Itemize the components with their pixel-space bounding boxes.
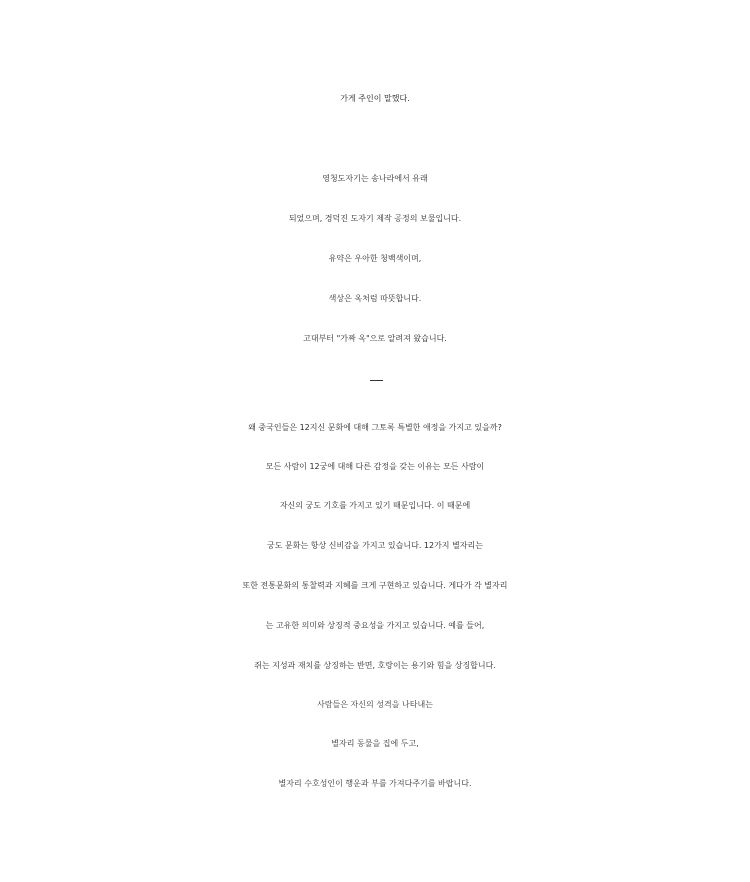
intro-line: 색상은 옥처럼 따뜻합니다. (328, 294, 422, 303)
intro-line: 고대부터 "가짜 옥"으로 알려져 왔습니다. (303, 334, 447, 343)
body-line: 는 고유한 의미와 상징적 중요성을 가지고 있습니다. 예를 들어, (265, 621, 485, 630)
intro-line: 영청도자기는 송나라에서 유래 (322, 174, 428, 183)
closing-line: 별자리 수호성인이 행운과 부를 가져다주기를 바랍니다. (278, 779, 472, 788)
body-line: 자신의 궁도 기호를 가지고 있기 때문입니다. 이 때문에 (279, 501, 471, 510)
intro-line: 유약은 우아한 청백색이며, (328, 254, 422, 263)
shop-owner-heading: 가게 주인이 말했다. (340, 94, 410, 103)
body-line: 또한 전통문화의 통찰력과 지혜를 크게 구현하고 있습니다. 게다가 각 별자리 (242, 581, 508, 590)
body-line: 쥐는 지성과 재치를 상징하는 반면, 호랑이는 용기와 힘을 상징합니다. (254, 661, 496, 670)
body-line: 왜 중국인들은 12지신 문화에 대해 그토록 특별한 애정을 가지고 있을까? (248, 423, 502, 432)
section-divider (370, 380, 383, 381)
closing-line: 사람들은 자신의 성격을 나타내는 (317, 700, 433, 709)
body-line: 모든 사람이 12궁에 대해 다른 감정을 갖는 이유는 모든 사람이 (265, 462, 485, 471)
closing-line: 별자리 동물을 집에 두고, (331, 739, 419, 748)
body-line: 궁도 문화는 항상 신비감을 가지고 있습니다. 12가지 별자리는 (267, 541, 483, 550)
intro-line: 되었으며, 경덕진 도자기 제작 공정의 보물입니다. (288, 214, 462, 223)
